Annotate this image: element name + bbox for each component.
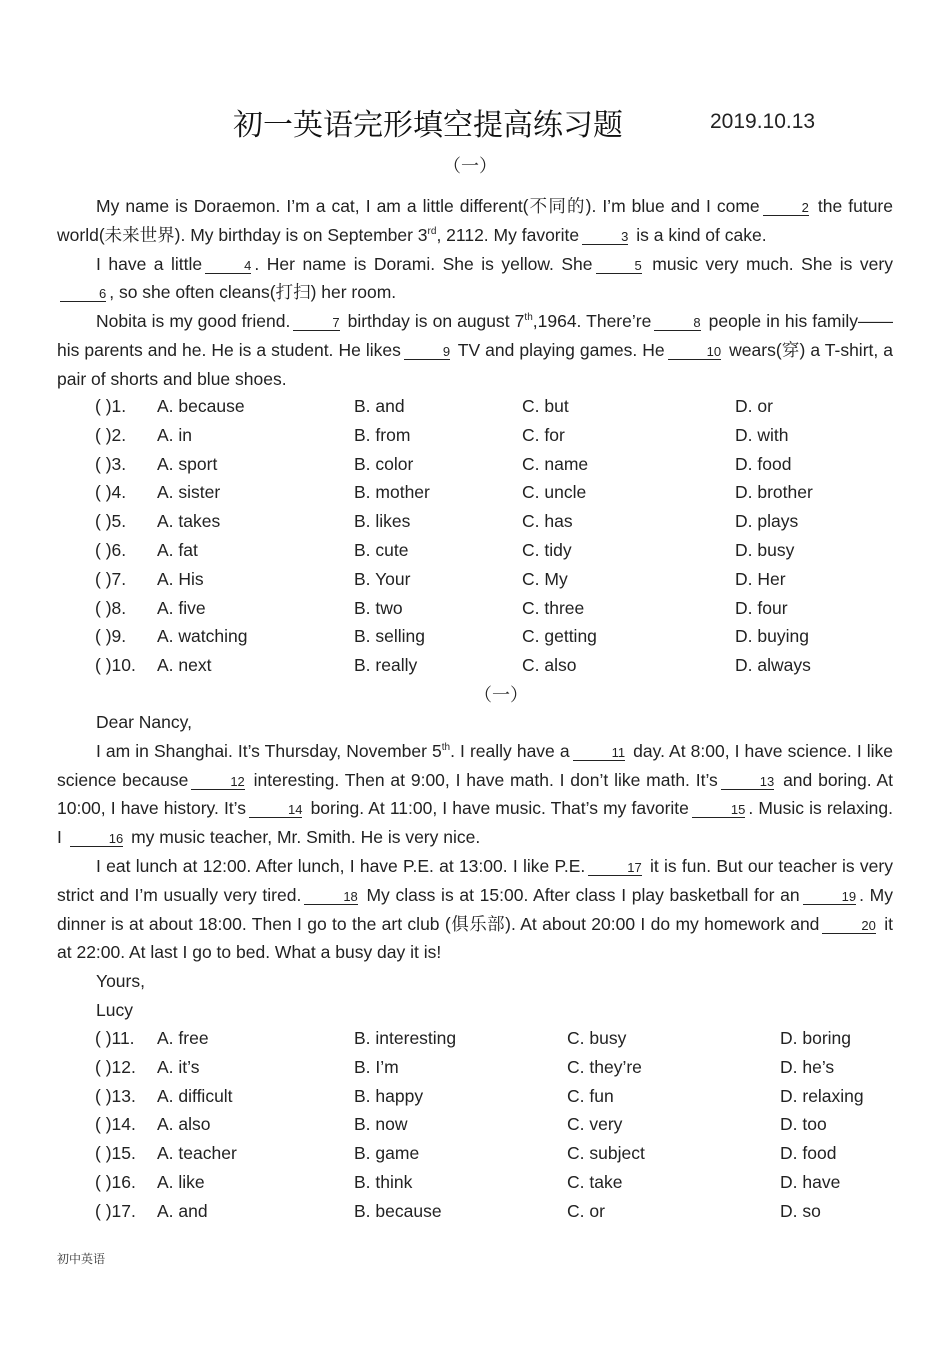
- text: my music teacher, Mr. Smith. He is very nice.: [131, 827, 481, 848]
- option-a[interactable]: A. His: [157, 568, 204, 589]
- text: birthday is on august 7: [347, 311, 525, 332]
- superscript: th: [441, 741, 451, 753]
- option-c[interactable]: C. they’re: [567, 1056, 642, 1077]
- blank-14[interactable]: 14: [249, 802, 302, 818]
- paragraph: [57, 307, 893, 393]
- option-a[interactable]: A. and: [157, 1200, 208, 1221]
- option-b[interactable]: B. cute: [354, 539, 409, 560]
- passage-1: [57, 192, 893, 394]
- section-marker-2: （一）: [474, 685, 528, 706]
- option-d[interactable]: D. brother: [735, 482, 813, 503]
- option-c[interactable]: C. or: [567, 1200, 605, 1221]
- superscript: rd: [427, 225, 437, 237]
- blank-2[interactable]: 2: [763, 200, 809, 216]
- blank-7[interactable]: 7: [293, 315, 339, 331]
- blank-17[interactable]: 17: [588, 860, 641, 876]
- passage-2: [57, 708, 893, 1025]
- option-b[interactable]: B. selling: [354, 626, 426, 647]
- option-a[interactable]: A. teacher: [157, 1143, 237, 1164]
- option-a[interactable]: A. sister: [157, 482, 221, 503]
- option-d[interactable]: D. too: [780, 1114, 827, 1135]
- paragraph: [57, 192, 893, 250]
- text: the future world(未来世界). My birthday is on September 3: [57, 196, 893, 245]
- option-b[interactable]: B. interesting: [354, 1028, 457, 1048]
- option-b[interactable]: B. likes: [354, 511, 411, 532]
- option-a[interactable]: A. next: [157, 655, 212, 676]
- option-c[interactable]: C. has: [522, 511, 573, 532]
- option-d[interactable]: D. have: [780, 1171, 841, 1192]
- question-mark: ( )15.: [95, 1143, 136, 1164]
- option-d[interactable]: D. busy: [735, 539, 795, 560]
- paragraph: [57, 852, 893, 967]
- option-a[interactable]: A. in: [157, 424, 193, 445]
- paragraph: [57, 250, 893, 308]
- text: I eat lunch at 12:00. After lunch, I have P.E. at 13:00. I like P.E.: [96, 855, 586, 876]
- option-b[interactable]: B. two: [354, 597, 403, 618]
- option-d[interactable]: D. buying: [735, 626, 809, 647]
- question-mark: ( )11.: [95, 1028, 135, 1048]
- option-d[interactable]: D. always: [735, 655, 811, 676]
- option-d[interactable]: D. with: [735, 424, 789, 445]
- blank-4[interactable]: 4: [205, 258, 251, 274]
- blank-11[interactable]: 11: [573, 745, 626, 761]
- text: people in his family——his parents and he. He is a student. He likes: [57, 311, 893, 360]
- option-b[interactable]: B. Your: [354, 568, 411, 589]
- text: I am in Shanghai. It’s Thursday, November 5: [96, 740, 442, 761]
- date-label: 2019.10.13: [710, 110, 816, 133]
- text: My name is Doraemon. I’m a cat,: [96, 196, 360, 216]
- question-mark: ( )3.: [95, 453, 127, 474]
- option-c[interactable]: C. name: [522, 453, 589, 474]
- text: I have a little: [96, 253, 203, 274]
- option-c[interactable]: C. getting: [522, 626, 597, 647]
- blank-18[interactable]: 18: [304, 889, 357, 905]
- option-d[interactable]: D. so: [780, 1200, 821, 1221]
- question-mark: ( )10.: [95, 655, 136, 676]
- question-mark: ( )7.: [95, 568, 127, 589]
- blank-10[interactable]: 10: [668, 344, 721, 360]
- text: TV and playing games. He: [457, 339, 665, 360]
- option-a[interactable]: A. it’s: [157, 1056, 200, 1077]
- text: it at 22:00. At last I go to bed. What a busy day it is!: [57, 913, 893, 963]
- option-c[interactable]: C. very: [567, 1114, 623, 1135]
- option-b[interactable]: B. because: [354, 1200, 442, 1221]
- text: is a kind of cake.: [636, 224, 767, 245]
- option-a[interactable]: A. sport: [157, 453, 218, 474]
- option-c[interactable]: C. subject: [567, 1143, 645, 1164]
- option-a[interactable]: A. fat: [157, 539, 198, 560]
- option-a[interactable]: A. free: [157, 1028, 209, 1048]
- option-d[interactable]: D. four: [735, 597, 788, 618]
- option-c[interactable]: C. take: [567, 1171, 623, 1192]
- blank-3[interactable]: 3: [582, 229, 628, 245]
- blank-13[interactable]: 13: [721, 774, 774, 790]
- option-b[interactable]: B. color: [354, 453, 414, 474]
- question-mark: ( )16.: [95, 1171, 136, 1192]
- text: . I really have a: [450, 740, 570, 761]
- text: . My dinner is at about 18:00. Then I go to the art club (俱乐部). At about 20:00 I do my homework and: [57, 884, 893, 934]
- option-b[interactable]: B. now: [354, 1114, 408, 1135]
- text: My: [366, 884, 390, 905]
- text: ,1964. There’re: [532, 311, 652, 332]
- blank-20[interactable]: 20: [822, 918, 875, 934]
- blank-12[interactable]: 12: [191, 774, 244, 790]
- option-c[interactable]: C. for: [522, 424, 565, 445]
- option-d[interactable]: D. food: [780, 1143, 837, 1164]
- question-mark: ( )9.: [95, 626, 127, 647]
- option-b[interactable]: B. from: [354, 424, 411, 445]
- text: music very much. She is very: [652, 253, 893, 274]
- text: it is fun. But our teacher is very strict and I’m usually very tired.: [57, 855, 893, 905]
- option-a[interactable]: A. five: [157, 597, 206, 618]
- question-mark: ( )1.: [95, 396, 127, 416]
- blank-6[interactable]: 6: [60, 286, 106, 302]
- option-c[interactable]: C. also: [522, 655, 577, 676]
- option-b[interactable]: B. game: [354, 1143, 420, 1164]
- option-b[interactable]: B. think: [354, 1171, 413, 1192]
- question-mark: ( )2.: [95, 424, 127, 445]
- blank-15[interactable]: 15: [692, 802, 745, 818]
- superscript: th: [524, 312, 533, 324]
- option-c[interactable]: C. three: [522, 597, 585, 618]
- text: I am a little different(不同的). I’m blue and I come: [365, 196, 760, 216]
- paragraph: [57, 737, 893, 852]
- page-footer: 初中英语: [57, 1252, 106, 1266]
- option-d[interactable]: D. boring: [780, 1028, 852, 1048]
- option-a[interactable]: A. like: [157, 1171, 205, 1192]
- question-mark: ( )17.: [95, 1200, 136, 1221]
- option-b[interactable]: B. happy: [354, 1085, 424, 1106]
- page-title: 初一英语完形填空提高练习题: [233, 108, 623, 143]
- option-d[interactable]: D. Her: [735, 568, 786, 589]
- question-mark: ( )6.: [95, 539, 127, 560]
- question-mark: ( )4.: [95, 482, 127, 503]
- blank-16[interactable]: 16: [70, 831, 123, 847]
- option-b[interactable]: B. and: [354, 396, 405, 416]
- option-c[interactable]: C. fun: [567, 1085, 614, 1106]
- option-d[interactable]: D. relaxing: [780, 1085, 864, 1106]
- option-b[interactable]: B. mother: [354, 482, 430, 503]
- option-a[interactable]: A. also: [157, 1114, 211, 1135]
- option-b[interactable]: B. I’m: [354, 1056, 399, 1077]
- option-d[interactable]: D. food: [735, 453, 792, 474]
- question-mark: ( )5.: [95, 511, 127, 532]
- option-a[interactable]: A. because: [157, 396, 245, 416]
- text: , 2112. My favorite: [436, 224, 580, 245]
- option-c[interactable]: C. but: [522, 396, 569, 416]
- question-mark: ( )8.: [95, 597, 127, 618]
- option-d[interactable]: D. or: [735, 396, 773, 416]
- text: Nobita is my good friend.: [96, 311, 291, 332]
- text: day. At 8:00, I have science. I like science because: [57, 740, 894, 790]
- blank-19[interactable]: 19: [803, 889, 856, 905]
- option-d[interactable]: D. plays: [735, 511, 799, 532]
- option-b[interactable]: B. really: [354, 655, 418, 676]
- signature: Lucy: [96, 999, 133, 1020]
- question-mark: ( )13.: [95, 1085, 136, 1106]
- option-c[interactable]: C. My: [522, 568, 568, 589]
- question-mark: ( )12.: [95, 1056, 136, 1077]
- option-c[interactable]: C. tidy: [522, 539, 572, 560]
- option-a[interactable]: A. difficult: [157, 1085, 233, 1106]
- blank-9[interactable]: 9: [404, 344, 450, 360]
- option-c[interactable]: C. uncle: [522, 482, 587, 503]
- option-c[interactable]: C. busy: [567, 1028, 627, 1048]
- text: wears(穿) a T-shirt, a pair of shorts and blue shoes.: [57, 339, 893, 389]
- text: . Her name is Dorami. She is yellow. She: [254, 253, 593, 274]
- text: , so she often cleans(打扫) her room.: [109, 282, 397, 303]
- blank-8[interactable]: 8: [654, 315, 700, 331]
- text: interesting. Then at 9:00, I have math. I don’t like math. It’s: [253, 769, 718, 790]
- text: class is at 15:00. After class I play basketball for an: [395, 884, 800, 905]
- text: . Music is relaxing. I: [57, 798, 893, 848]
- option-d[interactable]: D. he’s: [780, 1056, 835, 1077]
- blank-5[interactable]: 5: [596, 258, 642, 274]
- text: and boring. At 10:00, I have history. It’s: [57, 769, 893, 819]
- option-a[interactable]: A. takes: [157, 511, 221, 532]
- greeting: Dear Nancy,: [96, 712, 192, 732]
- section-marker-1: （一）: [443, 156, 497, 177]
- option-a[interactable]: A. watching: [157, 626, 248, 647]
- question-mark: ( )14.: [95, 1114, 136, 1135]
- text: boring. At 11:00, I have music. That’s my favorite: [310, 798, 689, 819]
- closing: Yours,: [96, 971, 145, 992]
